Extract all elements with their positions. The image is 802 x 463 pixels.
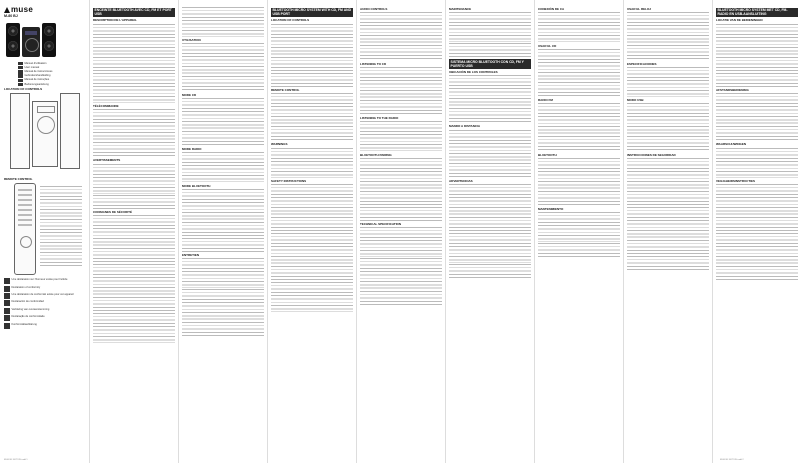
notice-text: Konformitätserklärung (11, 322, 37, 326)
dutch-column-1 (716, 6, 798, 454)
notice-icon (4, 323, 10, 329)
remote-diagram (4, 181, 86, 277)
section-subtitle: AFSTANDSBEDIENING (716, 87, 749, 92)
spanish-column-3 (627, 6, 709, 454)
section-subtitle: CONSIGNES DE SÉCURITÉ (93, 209, 133, 214)
notice-icon (4, 308, 10, 314)
column-separator (623, 0, 624, 463)
section-subtitle: AUDIO CONTROLS (360, 7, 388, 12)
section-subtitle: CONEXIÓN DE CA (538, 7, 565, 12)
notice-icon (4, 315, 10, 321)
right-speaker (42, 23, 56, 57)
section-header: SISTEMA MICRO BLUETOOTH CON CD, FM Y PUERTO USB (449, 59, 531, 69)
notice-text: Declaração de conformidade (11, 315, 45, 319)
eu-notice-list (4, 278, 86, 328)
notice-icon (4, 300, 10, 306)
column-separator (89, 0, 90, 463)
section-subtitle: USAR EL RELOJ (627, 7, 651, 12)
section-subtitle: BLUETOOTH (538, 152, 557, 157)
section-subtitle: LOCATION OF CONTROLS (271, 18, 310, 23)
section-subtitle: LISTENING TO THE RADIO (360, 116, 399, 121)
cover-column (4, 6, 86, 454)
language-label: User manual (24, 66, 40, 70)
column-separator (356, 0, 357, 463)
section-subtitle: BLUETOOTH PAIRING (360, 152, 392, 157)
spanish-column-2 (538, 6, 620, 454)
brand-logo: muse (11, 6, 34, 14)
english-column-2 (360, 6, 442, 454)
speaker-diagram-right (60, 93, 80, 169)
section-subtitle: MODO USB (627, 98, 644, 103)
notice-text: Declaration of conformity (11, 285, 41, 289)
french-column-1 (93, 6, 175, 454)
language-label: Manual de instruções (24, 78, 50, 82)
language-flag-icon (18, 79, 23, 82)
model-number: M-80 BJ (4, 14, 18, 18)
section-header: BLUETOOTH MICRO SYSTEM WITH CD, FM AND USB PORT (272, 8, 352, 17)
section-subtitle: MAINTENANCE (449, 7, 472, 12)
section-subtitle: MODE RADIO (182, 147, 202, 152)
section-subtitle: MANDO A DISTANCIA (449, 124, 481, 129)
language-label: Bedienungsanleitung (24, 82, 49, 86)
section-subtitle: USAR EL CD (538, 43, 557, 48)
language-label: Manuel d'utilisation (24, 62, 47, 66)
section-subtitle: TECHNICAL SPECIFICATION (360, 222, 402, 227)
language-flag-icon (18, 62, 23, 65)
section-subtitle: TÉLÉCOMMANDE (93, 103, 119, 108)
spanish-column-1 (449, 6, 531, 454)
language-label: Gebruikershandleiding (24, 74, 51, 78)
notice-text: Une déclaration de conformité existe pour cet appareil (11, 293, 74, 296)
section-subtitle: UTILISATION (182, 38, 201, 43)
remote-title: REMOTE CONTROL (4, 176, 33, 181)
section-subtitle: MODE CD (182, 92, 197, 97)
notice-text: Une déclaration sur l'honneur existe pour l'article (11, 278, 68, 282)
column-separator (267, 0, 268, 463)
section-subtitle: LISTENING TO CD (360, 61, 387, 66)
notice-icon (4, 293, 10, 299)
section-subtitle: MODE BLUETOOTH (182, 183, 211, 188)
section-subtitle: VEILIGHEIDSINSTRUCTIES (716, 178, 756, 183)
column-separator (178, 0, 179, 463)
section-subtitle: WARNINGS (271, 142, 288, 147)
column-separator (712, 0, 713, 463)
print-footer-right: M-80 BJ NOTICE.indd 2 (720, 459, 744, 461)
section-subtitle: SAFETY INSTRUCTIONS (271, 178, 307, 183)
speaker-diagram-left (10, 93, 30, 169)
language-flag-icon (18, 74, 23, 77)
notice-text: Declaración de conformidad (11, 300, 44, 304)
notice-icon (4, 278, 10, 284)
language-flag-icon (18, 70, 23, 73)
notice-icon (4, 286, 10, 292)
remote-outline (14, 183, 36, 275)
section-subtitle: INSTRUCCIONES DE SEGURIDAD (627, 152, 676, 157)
section-subtitle: MANTENIMIENTO (538, 207, 564, 212)
section-subtitle: RADIO FM (538, 98, 553, 103)
column-separator (445, 0, 446, 463)
section-header: BLUETOOTH MICRO SYSTEM MET CD, FM-RADIO EN USB-AANSLUITING (716, 8, 798, 18)
section-subtitle: LOCATIE VAN DE BEDIENINGEN (716, 18, 763, 23)
section-subtitle: WAARSCHUWINGEN (716, 142, 746, 147)
language-list (18, 62, 86, 86)
location-diagram (4, 91, 86, 175)
section-subtitle: AVERTISSEMENTS (93, 158, 121, 163)
unit-diagram (32, 101, 58, 167)
section-subtitle: ENTRETIEN (182, 253, 200, 258)
section-subtitle: ESPECIFICACIONES (627, 61, 657, 66)
section-subtitle: DESCRIPTION DE L'APPAREIL (93, 18, 137, 23)
language-flag-icon (18, 66, 23, 69)
language-flag-icon (18, 83, 23, 86)
location-title: LOCATION OF CONTROLS (4, 87, 43, 92)
brand-icon (4, 7, 10, 13)
left-speaker (6, 23, 20, 57)
language-label: Manual de instrucciones (24, 70, 53, 74)
section-subtitle: REMOTE CONTROL (271, 87, 300, 92)
section-subtitle: UBICACIÓN DE LOS CONTROLES (449, 69, 498, 74)
section-subtitle: ADVERTENCIAS (449, 178, 473, 183)
english-column-1 (271, 6, 353, 454)
notice-text: Verklaring van overeenstemming (11, 307, 50, 311)
product-photo (4, 21, 86, 61)
section-header: ENCEINTE BLUETOOTH AVEC CD, FM ET PORT USB (93, 8, 175, 18)
main-unit (22, 27, 40, 57)
column-separator (534, 0, 535, 463)
french-column-2 (182, 6, 264, 454)
print-footer-left: M-80 BJ NOTICE.indd 1 (4, 459, 28, 461)
